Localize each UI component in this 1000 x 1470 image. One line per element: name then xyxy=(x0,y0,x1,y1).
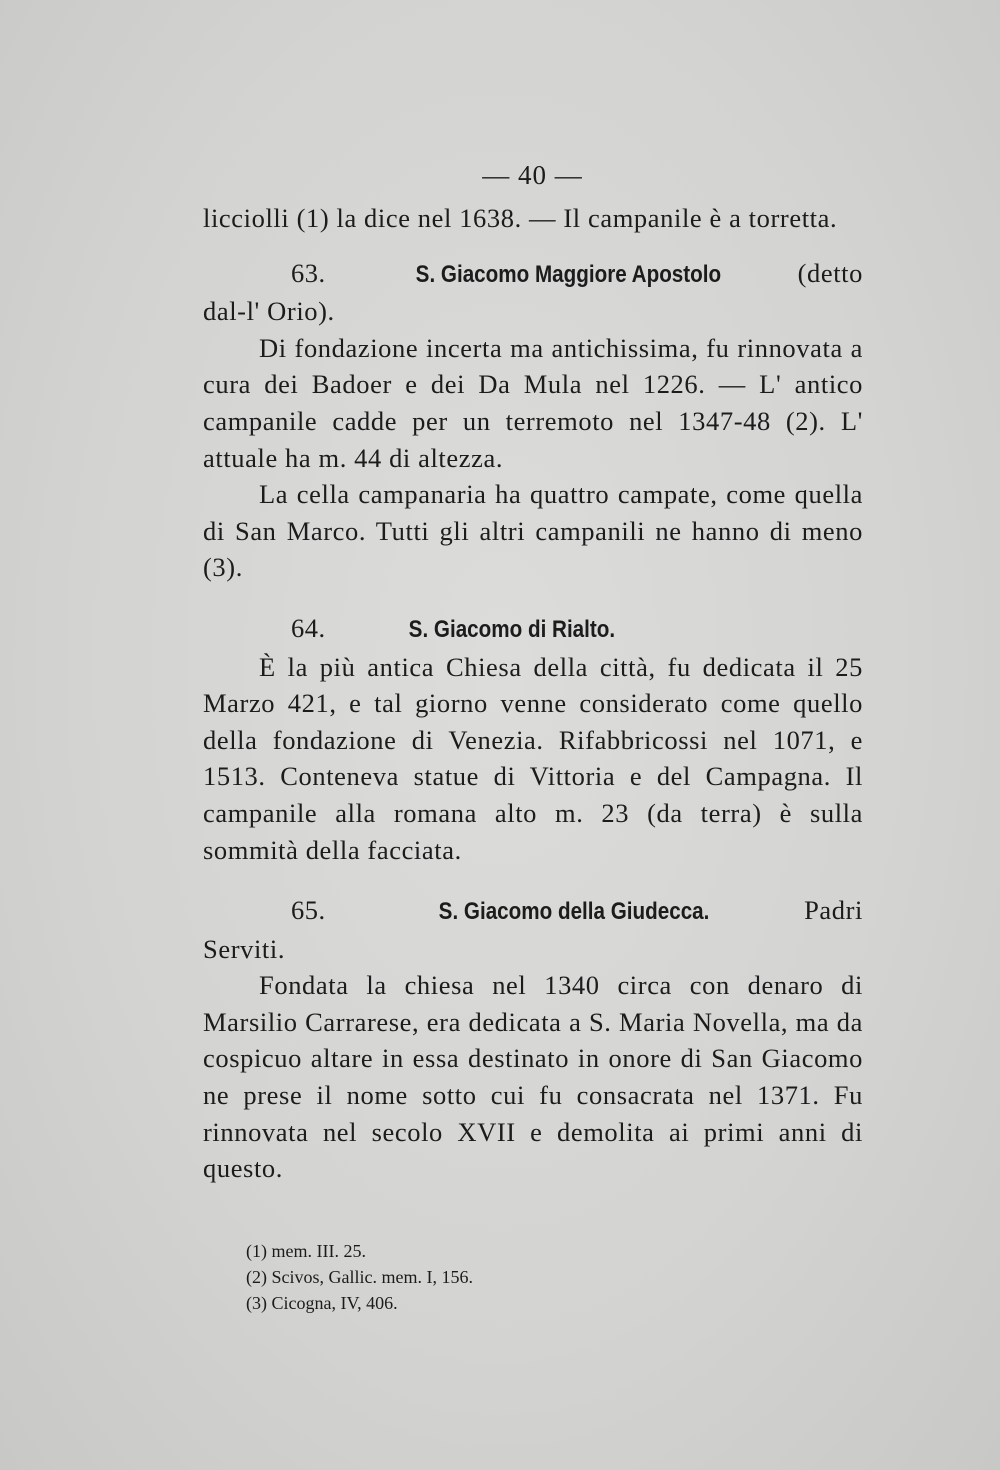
footnotes xyxy=(246,1238,473,1316)
continued-paragraph: licciolli (1) la dice nel 1638. — Il campanile è a torretta. xyxy=(203,203,838,233)
section-63-paragraph-1: Di fondazione incerta ma antichissima, fu rinnovata a cura dei Badoer e dei Da Mula nel 1226. — L' antico campanile cadde per un terremoto nel 1347-48 (2). L' attuale ha m. 44 di altezza. xyxy=(203,332,863,473)
section-63-heading xyxy=(203,255,863,330)
section-63-title-suffix: (detto dal-l' Orio). xyxy=(203,257,863,327)
footnote-1: (1) mem. III. 25. xyxy=(246,1241,366,1261)
section-65-number: 65. xyxy=(291,895,326,926)
section-64-title: S. Giacomo di Rialto. xyxy=(408,615,615,643)
section-65-paragraph-1: Fondata la chiesa nel 1340 circa con denaro di Marsilio Carrarese, era dedicata a S. Maria Novella, ma da cospicuo altare in essa destinato in onore di San Giacomo ne prese il nome sotto cui fu consacrata nel 1371. Fu rinnovata nel secolo XVII e demolita ai primi anni di questo. xyxy=(203,970,863,1184)
section-63-number: 63. xyxy=(291,257,326,288)
body-text xyxy=(203,200,863,1187)
section-64-number: 64. xyxy=(291,612,326,643)
section-63-paragraph-2: La cella campanaria ha quattro campate, come quella di San Marco. Tutti gli altri campanili ne hanno di meno (3). xyxy=(203,479,863,583)
section-65-title-suffix: Padri Serviti. xyxy=(203,895,863,964)
page-number: — 40 — xyxy=(482,160,583,190)
section-65-title: S. Giacomo della Giudecca. xyxy=(439,898,710,926)
section-64-heading xyxy=(203,610,863,649)
section-65-heading xyxy=(203,892,863,967)
footnote-3: (3) Cicogna, IV, 406. xyxy=(246,1293,398,1313)
section-64-paragraph-1: È la più antica Chiesa della città, fu dedicata il 25 Marzo 421, e tal giorno venne considerato come quello della fondazione di Venezia. Rifabbricossi nel 1071, e 1513. Conteneva statue di Vittoria e del Campagna. Il campanile alla romana alto m. 23 (da terra) è sulla sommità della facciata. xyxy=(203,651,863,865)
footnote-2: (2) Scivos, Gallic. mem. I, 156. xyxy=(246,1267,473,1287)
section-63-title: S. Giacomo Maggiore Apostolo xyxy=(415,260,722,288)
